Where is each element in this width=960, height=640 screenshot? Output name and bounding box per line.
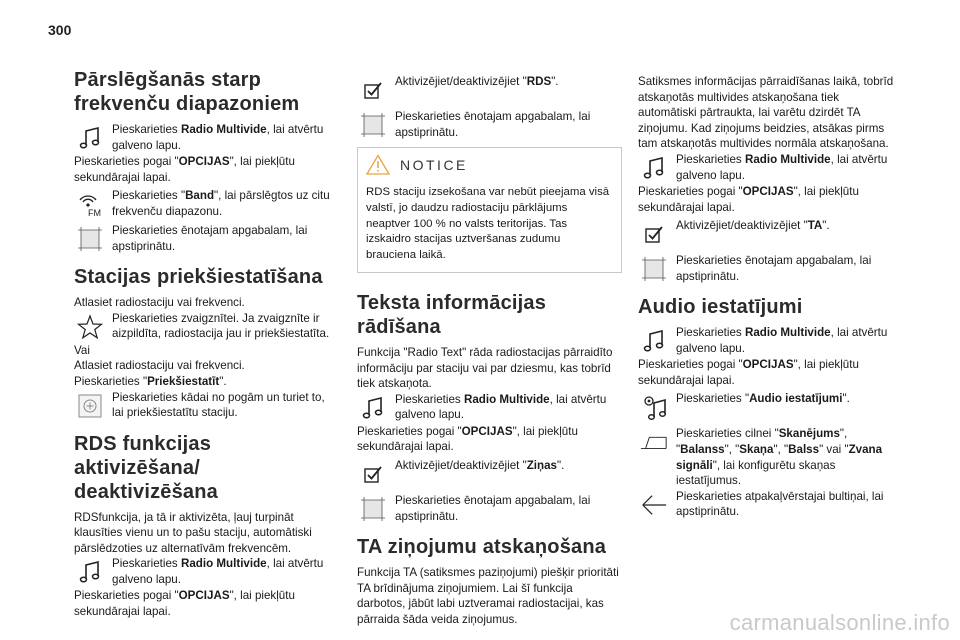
step-options-5: Pieskarieties pogai "OPCIJAS", lai piekļūtu sekundārajai lapai. (638, 358, 859, 387)
step-ta-toggle: Aktivizējiet/deaktivizējiet "TA". (638, 218, 900, 250)
watermark: carmanualsonline.info (729, 610, 950, 635)
warning-icon (366, 154, 390, 175)
step-options: Pieskarieties pogai "OPCIJAS", lai piekļūtu sekundārajai lapai. (74, 155, 295, 184)
step-radio-multimedia-3: Pieskarieties Radio Multivide, lai atvērtu galveno lapu. (357, 392, 622, 424)
step-audio-settings: Pieskarieties "Audio iestatījumi". (638, 391, 900, 423)
step-radio-multimedia-5: Pieskarieties Radio Multivide, lai atvērtu galveno lapu. (638, 325, 900, 357)
music-note-icon (76, 124, 104, 152)
step-options-2: Pieskarieties pogai "OPCIJAS", lai piekļūtu sekundārajai lapai. (74, 589, 295, 618)
heading-audio: Audio iestatījumi (638, 296, 803, 319)
notice-text: RDS staciju izsekošana var nebūt pieejama visā valstī, jo daudzu radiostaciju pārklājums neaptver 100 % no valsts teritorijas. Tas izskaidro stacijas uztveršanas zudumu brauciena laikā. (366, 186, 610, 262)
music-settings-icon (640, 393, 668, 421)
text-select-station-2: Atlasiet radiostaciju vai frekvenci. (74, 359, 245, 373)
text-preset-tap: Pieskarieties "Priekšiestatīt". (74, 374, 227, 388)
step-star: Pieskarieties zvaigznītei. Ja zvaigznīte ir aizpildīta, radiostacija jau ir priekšiestatīta. (74, 311, 336, 343)
step-confirm: Pieskarieties ēnotajam apgabalam, lai apstiprinātu. (74, 223, 336, 255)
heading-ta: TA ziņojumu atskaņošana (357, 535, 607, 558)
text-or: Vai (74, 343, 90, 357)
step-rds-toggle: Aktivizējiet/deaktivizējiet "RDS". (357, 74, 622, 106)
star-icon (76, 313, 104, 341)
shaded-area-icon (76, 225, 104, 253)
music-note-icon (359, 394, 387, 422)
shaded-area-icon (359, 495, 387, 523)
step-options-4: Pieskarieties pogai "OPCIJAS", lai piekļūtu sekundārajai lapai. (638, 184, 859, 214)
notice-box (357, 147, 622, 273)
step-news-toggle: Aktivizējiet/deaktivizējiet "Ziņas". (357, 458, 622, 490)
text-select-station: Atlasiet radiostaciju vai frekvenci. (74, 296, 245, 310)
tab-icon (640, 428, 668, 456)
page-number: 300 (48, 22, 72, 38)
svg-text:FM: FM (88, 208, 101, 218)
shaded-area-icon (359, 111, 387, 139)
heading-radio-text: Teksta informācijas rādīšana (357, 291, 547, 338)
checkbox-icon (359, 460, 387, 488)
column-3 (638, 74, 900, 521)
music-note-icon (640, 327, 668, 355)
heading-band-switch: Pārslēgšanās starp frekvenču diapazoniem (74, 69, 300, 115)
notice-title: NOTICE (400, 156, 468, 173)
text-ta-continued: Satiksmes informācijas pārraidīšanas laikā, tobrīd atskaņotās multivides atskaņošana tiek automātiski pārtraukta, lai varētu dzirdēt TA ziņojumu. Kad ziņojums beidzies, atsākas pirms tam atskaņotās multivides normāla atskaņošana. (638, 75, 894, 151)
column-1 (74, 68, 336, 620)
step-tabs: Pieskarieties cilnei "Skanējums", "Balanss", "Skaņa", "Balss" vai "Zvana signāli", lai konfigurētu skaņas iestatījumus. (638, 426, 900, 488)
music-note-icon (640, 154, 668, 182)
music-note-icon (76, 558, 104, 586)
checkbox-icon (640, 220, 668, 248)
checkbox-icon (359, 76, 387, 104)
step-back-arrow: Pieskarieties atpakaļvērstajai bultiņai, lai apstiprinātu. (638, 489, 900, 521)
back-arrow-icon (640, 491, 668, 519)
text-radio-text-desc: Funkcija "Radio Text" rāda radiostacijas pārraidīto informāciju par staciju vai par dziesmu, kas tobrīd tiek atskaņota. (357, 345, 613, 391)
text-ta-desc: Funkcija TA (satiksmes paziņojumi) piešķir prioritāti TA brīdinājuma ziņojumiem. Lai šī funkcija darbotos, jābūt labi uztveramai radiostacijai, kas pārraida šāda veida ziņojumus. (357, 565, 619, 626)
step-confirm-4: Pieskarieties ēnotajam apgabalam, lai apstiprinātu. (638, 253, 900, 285)
step-radio-multimedia: Pieskarieties Radio Multivide, lai atvērtu galveno lapu. (74, 122, 336, 154)
radio-fm-icon (76, 190, 104, 218)
step-hold: Pieskarieties kādai no pogām un turiet to, lai priekšiestatītu staciju. (74, 390, 336, 422)
step-radio-multimedia-2: Pieskarieties Radio Multivide, lai atvērtu galveno lapu. (74, 556, 336, 588)
heading-preset: Stacijas priekšiestatīšana (74, 266, 323, 289)
column-2 (357, 74, 622, 627)
preset-plus-icon (76, 392, 104, 420)
text-rds-desc: RDSfunkcija, ja tā ir aktivizēta, ļauj turpināt klausīties vienu un to pašu staciju, automātiski pārslēdzoties uz alternatīvām frekvencēm. (74, 510, 312, 555)
heading-rds: RDS funkcijas aktivizēšana/ deaktivizēšana (74, 432, 218, 503)
step-options-3: Pieskarieties pogai "OPCIJAS", lai piekļūtu sekundārajai lapai. (357, 424, 578, 454)
step-band: FM Pieskarieties "Band", lai pārslēgtos uz citu frekvenču diapazonu. (74, 188, 336, 220)
shaded-area-icon (640, 255, 668, 283)
step-confirm-3: Pieskarieties ēnotajam apgabalam, lai apstiprinātu. (357, 493, 622, 525)
step-confirm-2: Pieskarieties ēnotajam apgabalam, lai apstiprinātu. (357, 109, 622, 141)
step-radio-multimedia-4: Pieskarieties Radio Multivide, lai atvērtu galveno lapu. (638, 152, 900, 184)
